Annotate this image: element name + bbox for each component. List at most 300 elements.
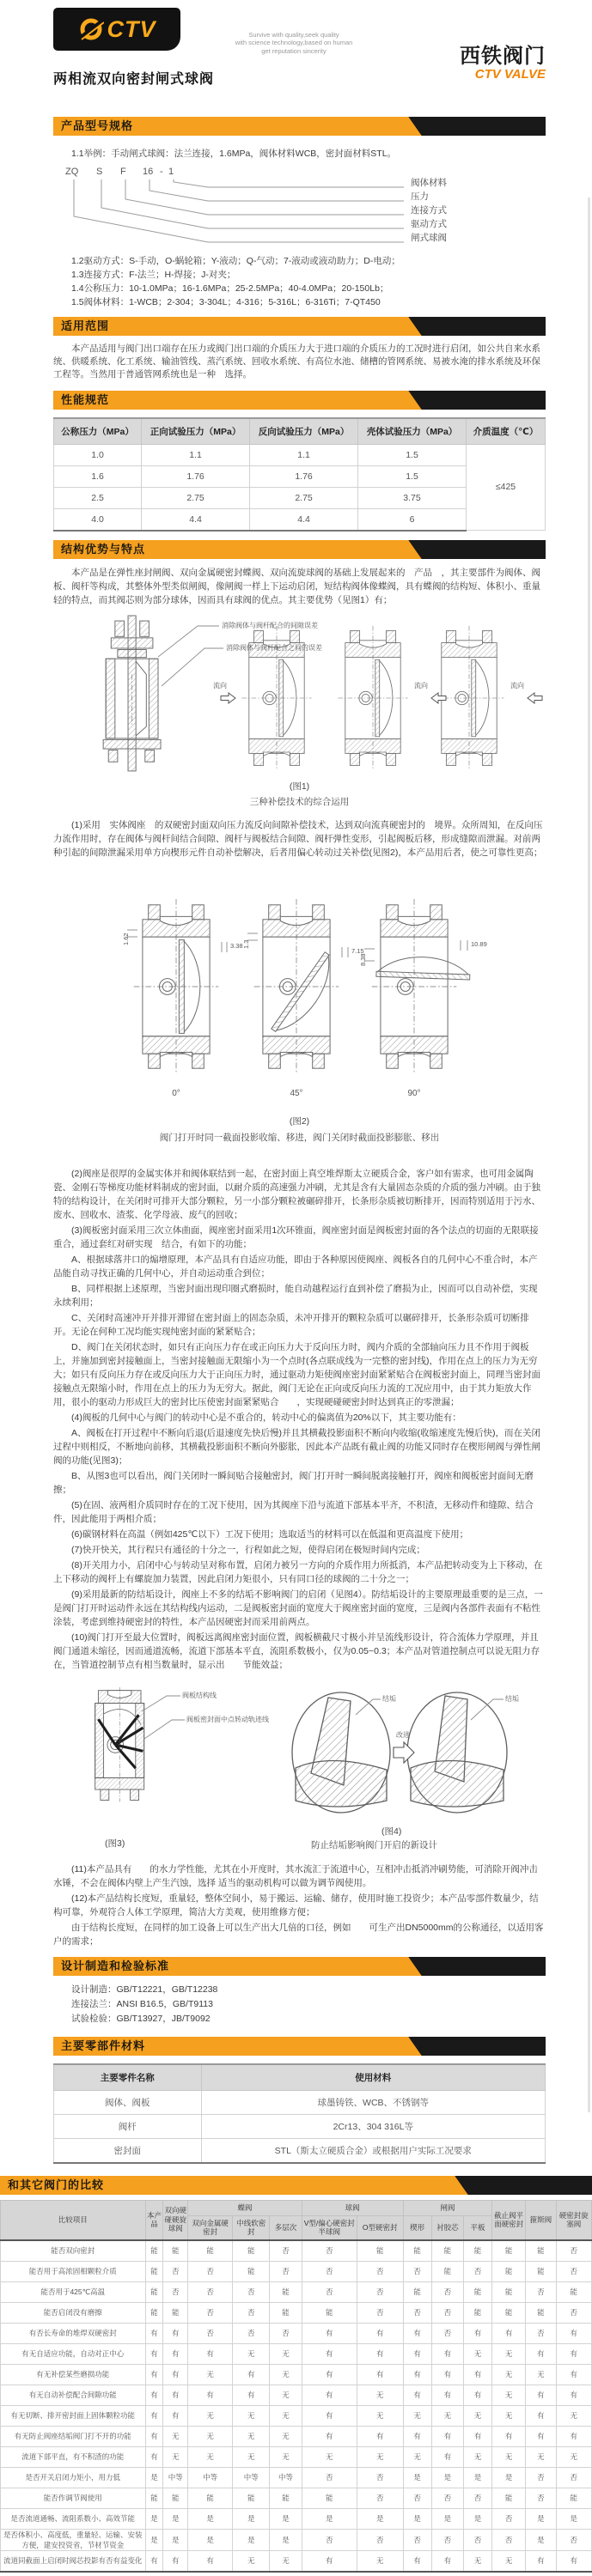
figure-1-flow-label-2: 流向 [414,681,428,690]
comparison-value-cell: 是 [463,2508,491,2529]
performance-header-cell: 介质温度（℃） [467,418,546,445]
section-bar-comparison [0,2176,592,2195]
performance-cell: 1.1 [250,444,358,465]
comparison-value-cell: 中等 [163,2467,188,2488]
comparison-value-cell: 无 [188,2446,233,2467]
model-note: 1.2驱动方式：S-手动，O-蜗轮箱；Y-液动；Q-气动；7-液动或液动助力；D-电动； [71,256,400,266]
model-code-part: ZQ [65,167,79,177]
comparison-value-cell: 是 [232,2508,269,2529]
figure-2-dim-3b: 10.89 [471,939,487,948]
features-paragraph: C、关闭时高速冲开并排开滞留在密封面上的固态杂质，未冲开排开的颗粒杂质可以碾碎排开，长条形杂质可切断排开。无论在何种工况均能实现纯密封面的紧紧贴合； [53,1312,529,1337]
comparison-value-cell: 有 [163,2343,188,2364]
comparison-value-cell: 能 [163,2240,188,2262]
comparison-item-cell: 有无自动补偿配合间隙功能 [1,2385,146,2405]
comparison-value-cell: 无 [556,2446,591,2467]
comparison-value-cell: 能 [463,2302,491,2323]
comparison-value-cell: 无 [463,2343,491,2364]
features-paragraph: (3)阀板密封面采用三次立体曲面，阀座密封面采用1次环锥面，阀座密封面是阀板密封面的各个法点的切面的无限联接重合，通过套红对研实现 结合，有如下的功能； [53,1224,539,1249]
figure-1-flow-label-1: 流向 [213,681,227,690]
comparison-value-cell: 能 [431,2240,463,2262]
comparison-value-cell: 是 [188,2529,233,2550]
section-bar-scope [53,317,546,336]
comparison-row [1,2508,592,2529]
comparison-subheader: O型硬密封 [357,2215,403,2240]
comparison-value-cell: 有 [556,2343,591,2364]
comparison-row [1,2364,592,2385]
features-paragraph: (6)碳钢材料在高温（例如425℃以下）工况下使用；选取适当的材料可以在低温和更高温度下使用； [71,1528,469,1540]
comparison-value-cell: 无 [492,2343,526,2364]
comparison-item-cell: 流道同截面上启闭时阀芯投影有否有益变化 [1,2550,146,2572]
comparison-row [1,2467,592,2488]
comparison-value-cell: 否 [232,2281,269,2302]
page-title: 两相流双向密封闸式球阀 [53,72,215,87]
section-title-features: 结构优势与特点 [61,542,146,556]
comparison-value-cell: 有 [232,2385,269,2405]
comparison-value-cell: 能 [492,2488,526,2508]
comparison-header-item: 比较项目 [1,2200,146,2240]
comparison-row [1,2446,592,2467]
comparison-row [1,2343,592,2364]
comparison-subheader: 平板 [463,2215,491,2240]
comparison-value-cell: 有 [145,2364,163,2385]
comparison-value-cell: 能 [556,2281,591,2302]
comparison-value-cell: 否 [492,2529,526,2550]
performance-header-cell: 壳体试验压力（MPa） [358,418,467,445]
comparison-value-cell: 无 [357,2405,403,2426]
comparison-value-cell: 是 [163,2529,188,2550]
comparison-value-cell: 无 [492,2405,526,2426]
comparison-group-header: 蝶阀 [188,2200,302,2215]
comparison-value-cell: 能 [403,2281,431,2302]
company-name-en: CTV VALVE [474,67,546,82]
comparison-value-cell: 有 [526,2550,556,2572]
company-name-cn: 西铁阀门 [460,45,546,68]
standards-list [53,1983,546,2026]
standards-item: 连接法兰：ANSI B16.5，GB/T9113 [71,1998,213,2009]
company-block [408,46,546,82]
comparison-row [1,2323,592,2343]
comparison-value-cell: 有 [357,2323,403,2343]
comparison-value-cell: 有 [403,2323,431,2343]
comparison-value-cell: 否 [270,2261,302,2281]
comparison-value-cell: 有 [163,2405,188,2426]
performance-header-cell: 正向试验压力（MPa） [142,418,250,445]
comparison-value-cell: 能 [163,2302,188,2323]
comparison-value-cell: 有 [145,2550,163,2572]
comparison-value-cell: 有 [431,2446,463,2467]
figure-2-dim-2a: 1.3 [242,939,250,949]
model-example: 1.1举例：手动闸式球阀：法兰连接，1.6MPa，阀体材料WCB，密封面材料STL。 [71,149,397,159]
comparison-value-cell: 有 [431,2550,463,2572]
comparison-value-cell: 是 [145,2508,163,2529]
comparison-value-cell: 是 [463,2467,491,2488]
comparison-value-cell: 否 [431,2488,463,2508]
comparison-value-cell: 有 [526,2343,556,2364]
comparison-value-cell: 否 [403,2488,431,2508]
comparison-value-cell: 无 [463,2405,491,2426]
comparison-value-cell: 能 [270,2281,302,2302]
comparison-value-cell: 能 [232,2261,269,2281]
figure-4-scale-label-1: 结垢 [382,1694,396,1703]
figure-2-caption: (图2) [289,1115,310,1127]
comparison-value-cell: 有 [232,2364,269,2385]
comparison-item-cell: 流道下部平直，有不积渣的功能 [1,2446,146,2467]
comparison-value-cell: 能 [302,2302,357,2323]
comparison-value-cell: 能 [431,2261,463,2281]
section-title-standards: 设计制造和检验标准 [61,1959,170,1972]
comparison-value-cell: 否 [302,2467,357,2488]
comparison-item-cell: 能否用于425℃高温 [1,2281,146,2302]
comparison-value-cell: 能 [145,2261,163,2281]
figure-2-angle-0: 0° [172,1088,180,1098]
features-paragraph: (2)阀座是很厚的金属实体并和阀体联结到一起，在密封面上真空堆焊斯太立硬质合金，客户如有需求，也可用金属陶瓷、金刚石等梯度功能材料制成的密封面，以耐介质的高速强力冲刷，尤其是含有大量固态杂质的介质的强力冲刷。由于独特的结构设计，在关闭时可排开大部分颗粒，另一小部分颗粒被碾碎排开，长条形杂质被切断排开，因而特别适用于污水、废水、回收水、渣浆、化学母液、废气的回收； [53,1168,540,1220]
figure-3-4 [53,1686,546,1854]
comparison-value-cell: 能 [556,2488,591,2508]
figure-1-caption: (图1) [289,781,310,792]
section-bar-features [53,540,546,559]
comparison-value-cell: 无 [526,2364,556,2385]
performance-cell: 1.76 [250,465,358,487]
comparison-value-cell: 否 [188,2261,233,2281]
comparison-subheader: 多层次 [270,2215,302,2240]
comparison-row [1,2550,592,2572]
brand-slogan [217,31,371,55]
figure-4-subcaption: 防止结垢影响阀门开启的新设计 [311,1839,437,1850]
comparison-value-cell: 无 [232,2343,269,2364]
comparison-row [1,2529,592,2550]
comparison-value-cell: 有 [431,2426,463,2446]
comparison-value-cell: 否 [556,2529,591,2550]
comparison-group-header: 球阀 [302,2200,403,2215]
comparison-subheader: 衬胶芯 [431,2215,463,2240]
figure-2-angle-90: 90° [407,1088,421,1098]
figure-2-dim-1b: 3.38 [230,941,243,950]
section-title-model: 产品型号规格 [61,119,134,132]
comparison-value-cell: 无 [188,2405,233,2426]
materials-cell: STL（斯太立硬质合金）或根据用户实际工况要求 [201,2138,545,2163]
scope-text: 本产品适用与阀门出口端存在压力或阀门出口端的介质压力大于进口端的介质压力的工况时进行启闭，如公共自来水系统、供暖系统、化工系统、输油管线、蒸汽系统、回收水系统、有高位水池、储槽的管网系统、易被水淹的排水系统及环保工程等。当然用于普通管网系统也是一种 选择。 [53,343,540,380]
figure-4-scale-label-2: 结垢 [505,1694,519,1703]
comparison-header-bidir: 双向硬碰硬旋球阀 [163,2200,188,2240]
features-paragraph: (11)本产品具有 的水力学性能，尤其在小开度时，其水流汇于流道中心，互相冲击抵消冲刷势能，可消除开阀冲击水锤，不会在阀体内壁上产生汽蚀，选择 适当的驱动机构可以做为调节阀使用。 [53,1863,538,1888]
performance-cell: 1.5 [358,444,467,465]
comparison-row [1,2426,592,2446]
comparison-value-cell: 有 [302,2550,357,2572]
comparison-value-cell: 无 [492,2550,526,2572]
materials-cell: 2Cr13、304 316L等 [201,2114,545,2138]
comparison-value-cell: 无 [403,2446,431,2467]
performance-header-cell: 公称压力（MPa） [54,418,142,445]
comparison-group-header: 闸阀 [403,2200,491,2215]
comparison-value-cell: 是 [431,2508,463,2529]
figure-2-dim-2b: 7.15 [351,946,364,955]
materials-header-row [54,2064,546,2091]
performance-cell: 2.75 [250,487,358,508]
comparison-value-cell: 有 [145,2405,163,2426]
comparison-value-cell: 无 [357,2446,403,2467]
model-code-part: S [96,167,103,177]
standards-item: 设计制造：GB/T12221，GB/T12238 [71,1984,218,1995]
comparison-value-cell: 否 [492,2508,526,2529]
performance-cell: 1.0 [54,444,142,465]
features-intro: 本产品是在弹性座封闸阀、双向金属硬密封蝶阀、双向流旋球阀的基础上发展起来的 产品 ，其主要部件为阀体、阀板、阀杆等构成，其整体外型类似闸阀，像闸阀一样上下运动启闭，短结构阀体像蝶阀，具有蝶阀的结构短、体积小、重量轻的特点，而其阀芯则为部分球体，因而具有球阀的优点。其主要优势（见图1）有； [53,567,540,605]
comparison-value-cell: 有 [403,2426,431,2446]
section-standards [53,1957,546,2026]
materials-cell: 球墨铸铁、WCB、不锈钢等 [201,2090,545,2114]
comparison-value-cell: 能 [145,2240,163,2262]
comparison-value-cell: 否 [357,2467,403,2488]
comparison-value-cell: 能 [145,2281,163,2302]
comparison-value-cell: 无 [463,2446,491,2467]
model-code-label: 压力 [411,191,429,202]
page-edge-shadow [588,197,590,2112]
features-paragraphs [53,1167,546,1672]
comparison-value-cell: 有 [145,2426,163,2446]
comparison-value-cell: 无 [232,2446,269,2467]
comparison-value-cell: 否 [526,2488,556,2508]
comparison-value-cell: 能 [463,2281,491,2302]
features-paragraph: (12)本产品结构长度短，重量轻，整体空间小，易于搬运、运输、储存，使用时施工投资少；本产品零部件数量少，结构可靠，外观符合人体工学原理，简洁大方美观，使用维修方便； [53,1893,539,1917]
comparison-value-cell: 能 [526,2302,556,2323]
comparison-value-cell: 能 [526,2261,556,2281]
comparison-value-cell: 有 [302,2426,357,2446]
comparison-value-cell: 无 [492,2385,526,2405]
comparison-value-cell: 无 [188,2364,233,2385]
performance-header-row [54,418,546,445]
model-code-part: 16 [143,167,154,177]
features-paragraph: D、阀门在关闭状态时，如只有正向压力存在或正向压力大于反向压力时，阀内介质的全部轴向压力且不作用于阀板上，并施加到密封接触面上，当密封接触面无限缩小为一个点时(各点联成线为一完整的密封线)，作用在点上的压力为无穷大；如只有反向压力存在或反向压力大于正向压力时，通过驱动力矩使阀座密封面紧紧贴合在阀板密封面上，同理当密封面接触点无限缩小时，作用在点上的压力为无穷大。据此，阀门无论在正向或反向压力流的工况应用中，由于其力矩放大作用，很小的驱动力形成巨大的密封比压使密封面紧紧贴合 ，实现硬碰硬密封时达到真正的零泄漏； [53,1341,540,1407]
comparison-row [1,2302,592,2323]
section-comparison [0,2176,592,2573]
comparison-value-cell: 有 [357,2343,403,2364]
comparison-value-cell: 否 [431,2323,463,2343]
comparison-item-cell: 是否开关启闭力矩小，用力低 [1,2467,146,2488]
section-model [53,117,546,309]
performance-cell: 4.4 [142,508,250,531]
materials-row [54,2138,546,2163]
section-materials [53,2037,546,2164]
comparison-value-cell: 有 [357,2364,403,2385]
performance-row [54,444,546,465]
section-title-materials: 主要零部件材料 [61,2038,146,2052]
materials-table [53,2063,546,2164]
comparison-value-cell: 无 [492,2446,526,2467]
comparison-value-cell: 能 [357,2240,403,2262]
model-code-part: - [160,167,163,177]
materials-row [54,2090,546,2114]
model-code-part: 1 [168,167,174,177]
comparison-header-single: 箍斯阀 [526,2200,556,2240]
comparison-value-cell: 是 [403,2467,431,2488]
comparison-item-cell: 有无防止阀座结垢阀门打不开的功能 [1,2426,146,2446]
slogan-line: Survive with quality,seek quality [248,31,339,39]
features-paragraph: (7)快开快关，其行程只有通径的十分之一，行程如此之短，使得启闭在极短时间内完成； [71,1544,425,1555]
model-code-part: F [120,167,126,177]
performance-cell: 2.5 [54,487,142,508]
comparison-value-cell: 否 [403,2302,431,2323]
comparison-value-cell: 是 [232,2529,269,2550]
performance-cell: 4.4 [250,508,358,531]
model-code-diagram [53,167,546,254]
comparison-value-cell: 能 [302,2488,357,2508]
comparison-value-cell: 能 [270,2302,302,2323]
comparison-value-cell: 能 [163,2488,188,2508]
figure-3-callout-1: 阀板结构线 [182,1691,217,1699]
performance-header-cell: 反向试验压力（MPa） [250,418,358,445]
comparison-value-cell: 无 [232,2405,269,2426]
comparison-value-cell: 有 [163,2550,188,2572]
comparison-value-cell: 否 [357,2281,403,2302]
comparison-value-cell: 无 [270,2405,302,2426]
comparison-value-cell: 能 [188,2488,233,2508]
comparison-row [1,2488,592,2508]
comparison-item-cell: 有无补偿某些磨损功能 [1,2364,146,2385]
model-note: 1.4公称压力：10-1.0MPa；16-1.6MPa；25-2.5MPa；40-4.0MPa；20-150Lb； [71,283,389,294]
comparison-item-cell: 是否流道通畅、流阻系数小、高效节能 [1,2508,146,2529]
figure-1-drawing [53,612,546,772]
section-title-scope: 适用范围 [61,319,110,332]
model-note: 1.3连接方式：F-法兰；H-焊接；J-对夹； [71,270,236,280]
comparison-value-cell: 有 [403,2364,431,2385]
comparison-value-cell: 有 [556,2364,591,2385]
figure-2 [53,897,546,1155]
header [0,0,592,86]
comparison-value-cell: 否 [302,2281,357,2302]
features-paragraphs-2 [53,1862,546,1948]
figure-1-subcaption: 三种补偿技术的综合运用 [249,796,350,807]
comparison-table [0,2200,592,2573]
performance-cell: 1.5 [358,465,467,487]
comparison-item-cell: 能否双向密封 [1,2240,146,2262]
comparison-value-cell: 是 [357,2508,403,2529]
comparison-value-cell: 有 [492,2426,526,2446]
comparison-value-cell: 有 [431,2343,463,2364]
section-bar-materials [53,2037,546,2056]
section-features [53,540,546,1948]
performance-cell: 3.75 [358,487,467,508]
comparison-value-cell: 否 [302,2261,357,2281]
comparison-value-cell: 无 [302,2446,357,2467]
comparison-value-cell: 无 [232,2550,269,2572]
comparison-value-cell: 有 [403,2343,431,2364]
materials-header-cell: 使用材料 [201,2064,545,2091]
figure-1-flow-label-3: 流向 [510,681,524,690]
ctv-logo [53,8,180,51]
comparison-value-cell: 有 [431,2364,463,2385]
comparison-value-cell: 否 [403,2529,431,2550]
features-paragraph: 由于结构长度短，在同样的加工设备上可以生产出大几倍的口径，例如 可生产出DN5000mm的公称通径，以适用客户的需求； [53,1922,544,1947]
section-bar-model [53,117,546,136]
comparison-value-cell: 否 [556,2467,591,2488]
comparison-value-cell: 中等 [188,2467,233,2488]
features-paragraph: B、从图3也可以看出，阀门关闭时一瞬间贴合接触密封，阀门打开时一瞬间脱离接触打开，阀座和阀板密封面间无磨擦； [53,1470,534,1495]
comparison-value-cell: 有 [556,2323,591,2343]
comparison-value-cell: 有 [302,2364,357,2385]
materials-header-cell: 主要零件名称 [54,2064,202,2091]
comparison-value-cell: 中等 [232,2467,269,2488]
comparison-value-cell: 有 [526,2426,556,2446]
ctv-logo-emblem [78,14,104,45]
comparison-value-cell: 有 [403,2385,431,2405]
comparison-table-wrap [0,2200,592,2573]
comparison-value-cell: 有 [302,2343,357,2364]
slogan-line: with science technology,based on human [235,39,353,47]
comparison-value-cell: 否 [463,2261,491,2281]
slogan-line: get reputation sincerity [261,46,327,55]
comparison-header-single: 截止阀平面硬密封 [492,2200,526,2240]
comparison-value-cell: 有 [145,2343,163,2364]
features-paragraph: (4)阀板的几何中心与阀门的转动中心是不重合的，转动中心的偏离值为20%以下，其主要功能有： [71,1412,461,1423]
comparison-value-cell: 能 [232,2488,269,2508]
comparison-value-cell: 否 [188,2323,233,2343]
performance-cell: 1.6 [54,465,142,487]
comparison-value-cell: 是 [526,2508,556,2529]
comparison-value-cell: 有 [302,2405,357,2426]
comparison-value-cell: 否 [431,2302,463,2323]
comparison-value-cell: 否 [270,2323,302,2343]
comparison-value-cell: 无 [232,2426,269,2446]
performance-cell: 4.0 [54,508,142,531]
comparison-value-cell: 否 [357,2488,403,2508]
comparison-value-cell: 否 [463,2529,491,2550]
comparison-value-cell: 无 [270,2343,302,2364]
comparison-value-cell: 无 [270,2446,302,2467]
comparison-value-cell: 有 [556,2426,591,2446]
comparison-subheader: 楔形 [403,2215,431,2240]
comparison-item-cell: 能否作调节阀使用 [1,2488,146,2508]
comparison-value-cell: 有 [431,2385,463,2405]
materials-row [54,2114,546,2138]
comparison-row [1,2240,592,2262]
comparison-value-cell: 有 [188,2343,233,2364]
comparison-value-cell: 有 [145,2446,163,2467]
comparison-value-cell: 中等 [270,2467,302,2488]
comparison-value-cell: 有 [556,2550,591,2572]
performance-cell: 2.75 [142,487,250,508]
comparison-header-product: 本产品 [145,2200,163,2240]
materials-cell: 阀杆 [54,2114,202,2138]
comparison-item-cell: 有无自适应功能，自动对正中心 [1,2343,146,2364]
comparison-value-cell: 无 [357,2550,403,2572]
figure-2-angle-labels [53,1089,546,1103]
comparison-value-cell: 能 [526,2240,556,2262]
comparison-value-cell: 有 [188,2385,233,2405]
figure-2-drawing [53,897,546,1079]
comparison-value-cell: 否 [526,2323,556,2343]
comparison-value-cell: 无 [431,2405,463,2426]
comparison-value-cell: 否 [163,2261,188,2281]
comparison-item-cell: 能否用于高浓固相颗粒介质 [1,2261,146,2281]
features-paragraph: B、同样根据上述原理，当密封面出现印圈式磨损时，能自动越程运行直到补偿了磨损为止，因而可以自动补偿，实现永续利用； [53,1283,538,1308]
comparison-value-cell: 是 [431,2467,463,2488]
comparison-value-cell: 有 [526,2405,556,2426]
comparison-value-cell: 有 [163,2364,188,2385]
features-paragraph: (9)采用最新的防结垢设计，阀座上不多的结垢不影响阀门的启闭（见图4）。防结垢设计的主要原理最重要的是三点，一是阀门打开时运动件永远在其结构线内运动，二是阀板密封面的宽度大于阀座密封面的宽度，三是阀内各部件表面有不粘性涂装，考虑到维持硬密封的特性，本产品因硬密封而采用前两点。 [53,1589,543,1627]
figure-1-callout-1: 消除阀体与阀杆配合的间隙误差 [222,621,318,629]
comparison-value-cell: 否 [463,2488,491,2508]
figure-2-angle-45: 45° [290,1088,303,1098]
comparison-value-cell: 有 [492,2323,526,2343]
comparison-value-cell: 否 [163,2281,188,2302]
figure-2-dim-3a: 8.38 [359,952,367,966]
comparison-value-cell: 是 [556,2508,591,2529]
comparison-value-cell: 有 [163,2385,188,2405]
comparison-item-cell: 能否启闭没有磨擦 [1,2302,146,2323]
model-code-label: 闸式球阀 [411,233,447,243]
model-code-label: 连接方式 [411,205,447,216]
comparison-value-cell: 能 [492,2261,526,2281]
comparison-value-cell: 有 [357,2426,403,2446]
